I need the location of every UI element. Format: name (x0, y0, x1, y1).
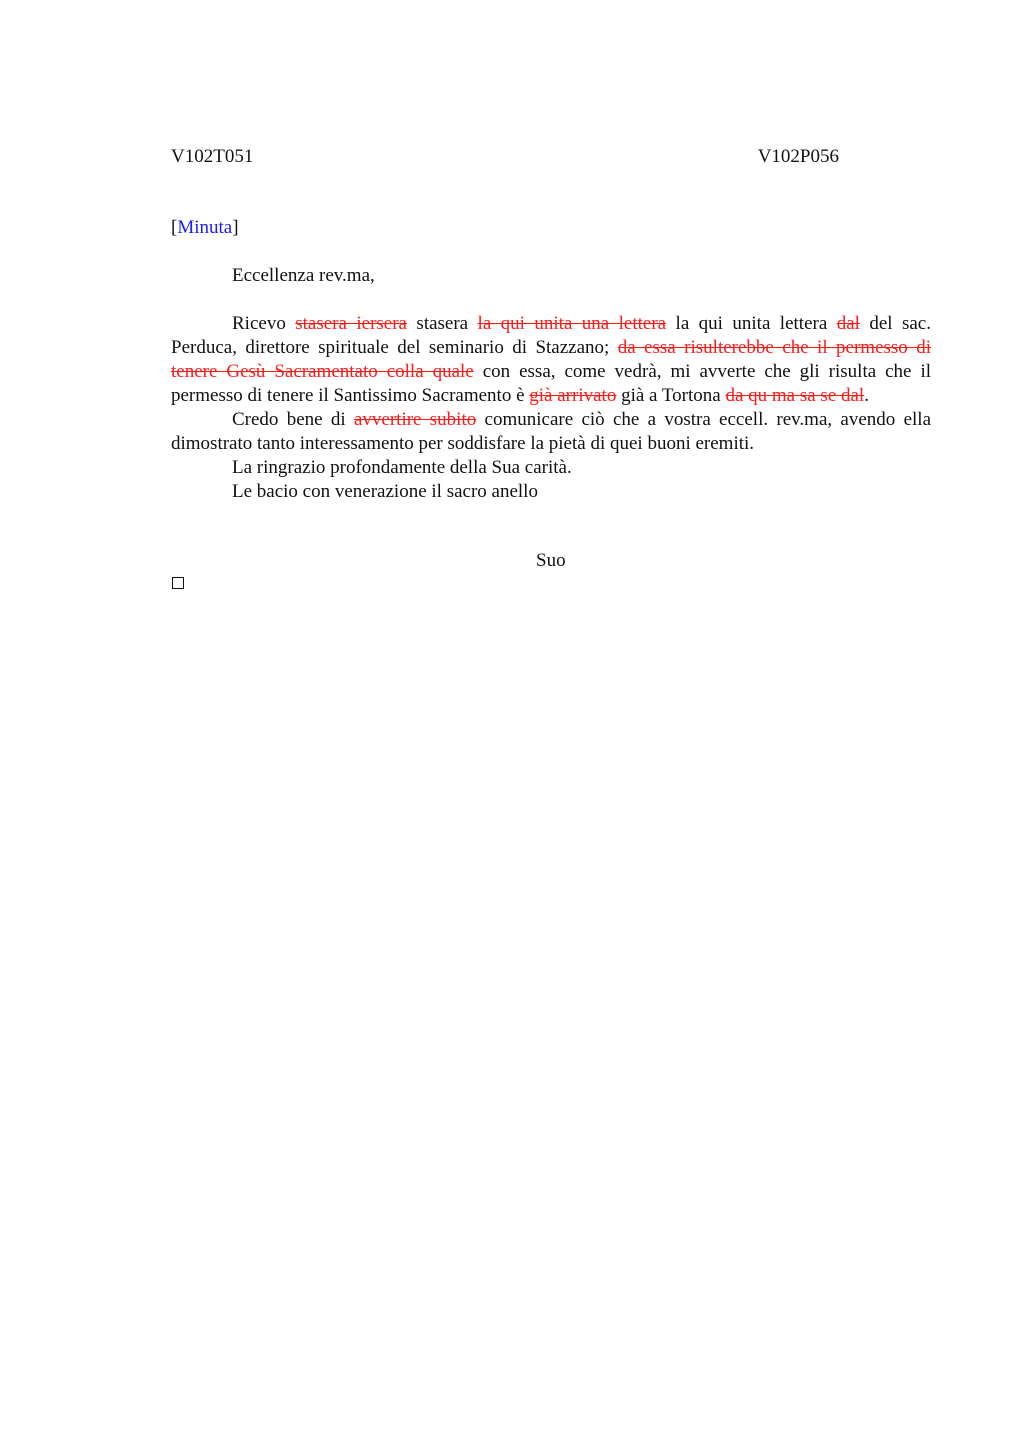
deleted-text: stasera iersera (295, 313, 407, 334)
text-segment: comunicare ciò che a vostra eccell. rev.ma, avendo ella dimostrato tanto interessamento per soddisfare la pietà di quei buoni eremiti. (171, 409, 932, 454)
paragraph-3: La ringrazio profondamente della Sua carità. (232, 457, 572, 478)
text-segment: Ricevo (232, 313, 296, 334)
deleted-text: già arrivato (529, 385, 617, 406)
text-segment: . (864, 385, 869, 406)
closing-word: Suo (536, 550, 566, 571)
deleted-text: avvertire subito (353, 409, 477, 430)
text-segment: già a Tortona (616, 385, 726, 406)
salutation: Eccellenza rev.ma, (232, 265, 375, 286)
checkbox-square-icon (172, 577, 184, 589)
deleted-text: dal (836, 313, 860, 334)
document-code-right: V102P056 (757, 146, 839, 167)
text-segment: Credo bene di (232, 409, 354, 430)
label-word: Minuta (177, 217, 233, 238)
text-segment: con essa, come vedrà, mi avverte che gli risulta che il permesso di tenere il Santissimo Sacramento è (171, 361, 931, 406)
document-code-left: V102T051 (171, 146, 254, 167)
paragraph-2 (171, 408, 931, 456)
label-bracket-open: [ (171, 217, 178, 238)
deleted-text: la qui unita una lettera (477, 313, 667, 334)
paragraph-4: Le bacio con venerazione il sacro anello (232, 481, 538, 502)
paragraph-1 (171, 312, 931, 408)
text-segment: del sac. Perduca, direttore spirituale del seminario di Stazzano; (171, 313, 931, 358)
text-segment: stasera (407, 313, 478, 334)
document-type-label (171, 217, 239, 239)
letter-body (171, 312, 931, 504)
document-header (171, 146, 839, 170)
deleted-text: da essa risulterebbe che il permesso di tenere Gesù Sacramentato colla quale (171, 337, 931, 382)
deleted-text: da qu ma sa se dal (725, 385, 865, 406)
label-bracket-close: ] (232, 217, 239, 238)
text-segment: la qui unita lettera (666, 313, 837, 334)
